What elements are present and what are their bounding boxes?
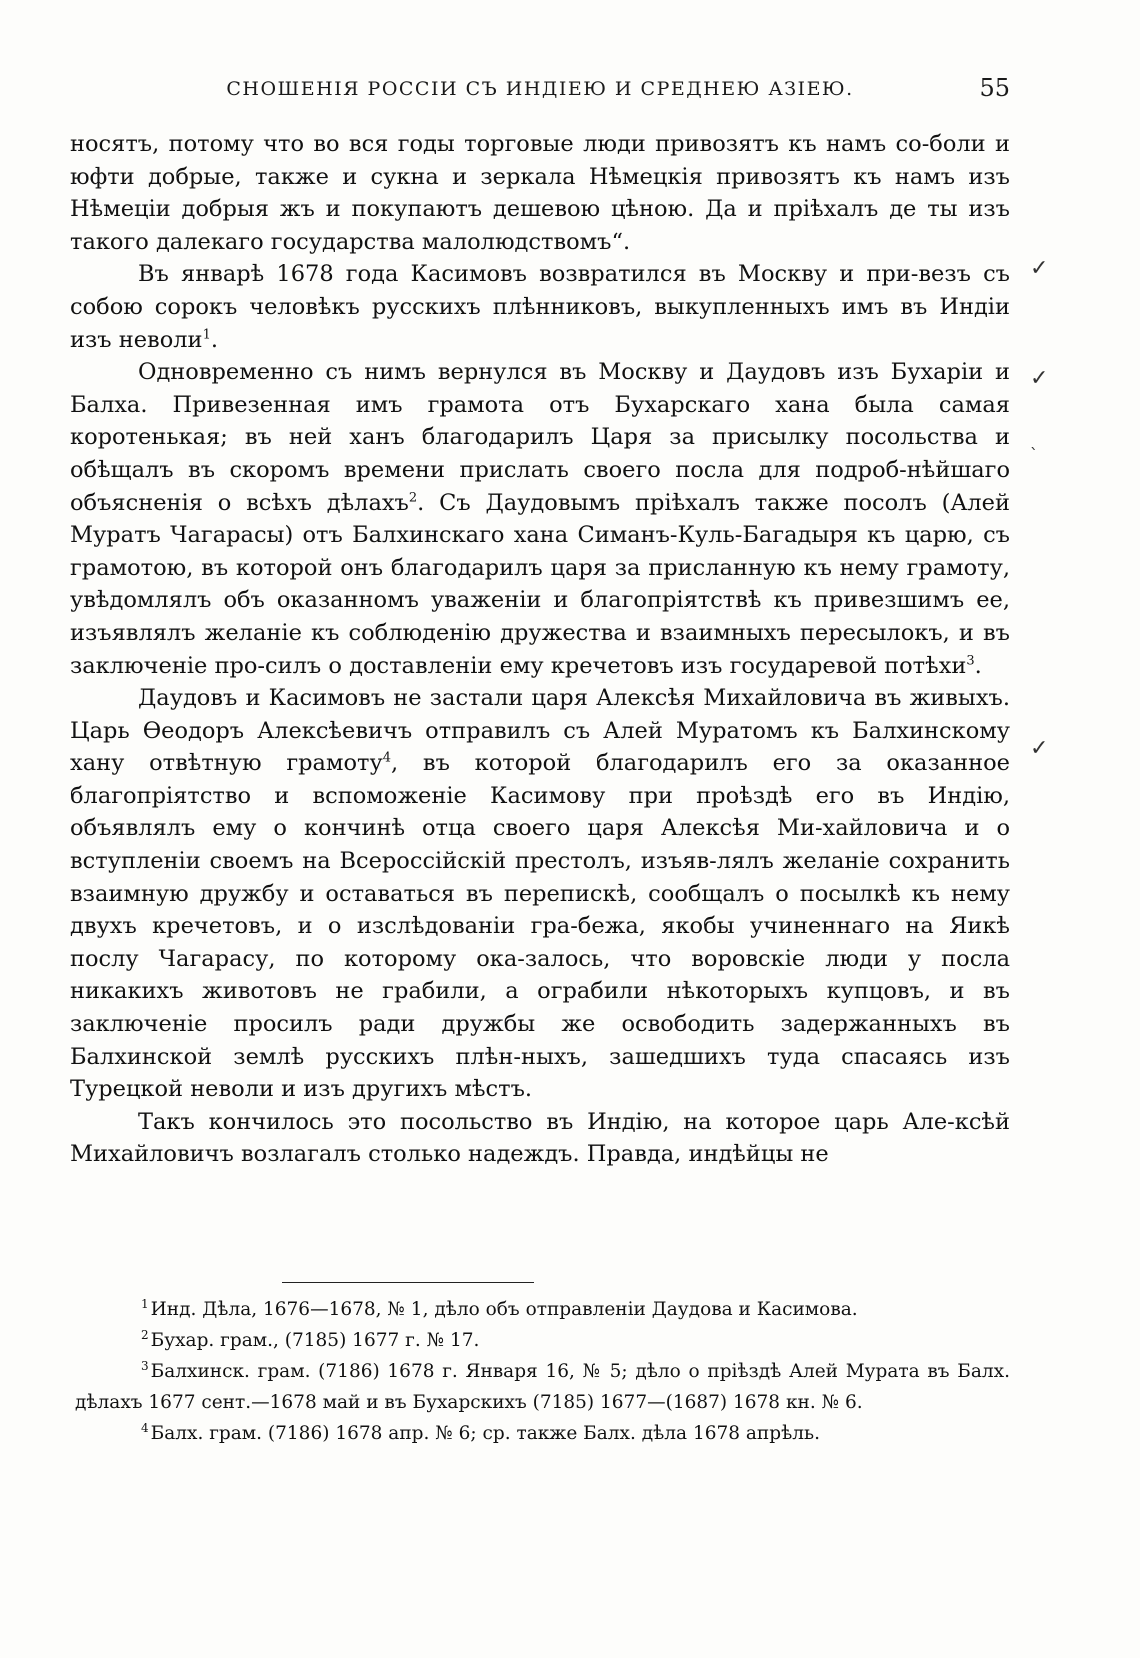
paragraph-3-continuation: Съ Даудовымъ пріѣхалъ также посолъ (Алей Муратъ Чагарасы) отъ Балхинскаго хана Симанъ-Куль-Багадыря къ царю, съ грамотою, въ которой онъ благодарилъ царя за присланную къ нему грамоту, увѣдомлялъ объ оказанномъ уваженіи и благопріятствѣ къ привезшимъ ее, изъявлялъ желаніе къ соблюденію дружества и взаимныхъ пересылокъ, и въ заключеніе про-силъ о доставленіи ему кречетовъ изъ государевой потѣхи	[70, 489, 1010, 679]
footnote-ref-2[interactable]: 2	[408, 490, 418, 506]
page-number: 55	[979, 74, 1010, 102]
footnote-divider	[282, 1282, 534, 1283]
footnote-text-2: Бухар. грам., (7185) 1677 г. № 17.	[150, 1330, 480, 1351]
footnote-mark-2: 2	[141, 1327, 149, 1342]
footnote-mark-4: 4	[141, 1420, 149, 1435]
paragraph-5	[70, 1106, 1010, 1171]
footnote-ref-3[interactable]: 3	[966, 653, 975, 668]
footnote-text-4: Балх. грам. (7186) 1678 апр. № 6; ср. также Балх. дѣла 1678 апрѣль.	[150, 1423, 820, 1444]
main-text	[70, 128, 1010, 1171]
paragraph-3: Одновременно съ нимъ вернулся въ Москву и Даудовъ изъ Бухаріи и Балха. Привезенная имъ грамота отъ Бухарскаго хана была самая коротенькая; въ ней ханъ благодарилъ Царя за присылку посольства и обѣщалъ въ скоромъ времени прислать своего посла для подроб-нѣйшаго объясненія о всѣхъ дѣлахъ$^2$. Съ Даудовымъ пріѣхалъ также посолъ (Алей Муратъ Чагарасы) отъ Балхинскаго хана Симанъ-Куль-Багадыря къ царю, съ грамотою, въ которой онъ благодарилъ царя за присланную къ нему грамоту, увѣдомлялъ объ оказанномъ уваженіи и благопріятствѣ къ привезшимъ ее, изъявлялъ желаніе къ соблюденію дружества и взаимныхъ пересылокъ, и въ заключеніе про-силъ о доставленіи ему кречетовъ изъ государевой потѣхи$^3$.	[70, 359, 1010, 679]
paragraph-2-text: Въ январѣ 1678 года Касимовъ возвратился въ Москву и при-везъ съ собою сорокъ человѣкъ русскихъ плѣнниковъ, выкупленныхъ имъ въ Индіи изъ неволи	[70, 261, 1010, 353]
paragraph-1-text: носятъ, потому что во вся годы торговые люди привозятъ къ намъ со-боли и юфти добрые, также и сукна и зеркала Нѣмецкія привозятъ къ намъ изъ Нѣмеціи добрыя жъ и покупаютъ дешевою цѣною. Да и пріѣхалъ де ты изъ такого далекаго государства малолюдствомъ“.	[70, 131, 1010, 255]
footnote-3	[75, 1356, 1010, 1418]
footnote-text-3: Балхинск. грам. (7186) 1678 г. Января 16, № 5; дѣло о пріѣздѣ Алей Мурата въ Балх. дѣлахъ 1677 сент.—1678 май и въ Бухарскихъ (7185) 1677—(1687) 1678 кн. № 6.	[75, 1361, 1010, 1413]
footnote-2	[75, 1325, 1010, 1356]
paragraph-2: Въ январѣ 1678 года Касимовъ возвратился въ Москву и при-везъ съ собою сорокъ человѣкъ русскихъ плѣнниковъ, выкупленныхъ имъ въ Индіи изъ неволи$^1$.	[70, 261, 1010, 353]
footnote-mark-1: 1	[141, 1296, 149, 1311]
footnote-mark-3: 3	[141, 1358, 149, 1373]
check-mark-icon: ✓	[1030, 366, 1049, 391]
page-header	[70, 74, 1010, 114]
check-mark-icon: ✓	[1030, 256, 1049, 281]
paragraph-4: Даудовъ и Касимовъ не застали царя Алексѣя Михайловича въ живыхъ. Царь Ѳеодоръ Алексѣевичъ отправилъ съ Алей Муратомъ къ Балхинскому хану отвѣтную грамоту$^4$, въ которой благодарилъ его за оказанное благопріятство и вспоможеніе Касимову при проѣздѣ его въ Индію, объявлялъ ему о кончинѣ отца своего царя Алексѣя Ми-хайловича и о вступленіи своемъ на Всероссійскій престолъ, изъяв-лялъ желаніе сохранить взаимную дружбу и оставаться въ перепискѣ, сообщалъ о посылкѣ къ нему двухъ кречетовъ, и о изслѣдованіи гра-бежа, якобы учиненнаго на Яикѣ послу Чагарасу, по которому ока-залось, что воровскіе люди у посла никакихъ животовъ не грабили, а ограбили нѣкоторыхъ купцовъ, и въ заключеніе просилъ ради дружбы же освободить задержанныхъ въ Балхинской землѣ русскихъ плѣн-ныхъ, зашедшихъ туда спасаясь изъ Турецкой неволи и изъ другихъ мѣстъ.	[70, 685, 1010, 1103]
paragraph-4-text: Даудовъ и Касимовъ не застали царя Алексѣя Михайловича въ живыхъ. Царь Ѳеодоръ Алексѣевичъ отправилъ съ Алей Муратомъ къ Балхинскому хану отвѣтную грамоту	[70, 685, 1010, 777]
running-title: СНОШЕНІЯ РОССІИ СЪ ИНДІЕЮ И СРЕДНЕЮ АЗІЕЮ.	[226, 78, 854, 100]
footnote-1	[75, 1294, 1010, 1325]
footnote-4	[75, 1418, 1010, 1449]
paragraph-3-text: Одновременно съ нимъ вернулся въ Москву и Даудовъ изъ Бухаріи и Балха. Привезенная имъ грамота отъ Бухарскаго хана была самая коротенькая; въ ней ханъ благодарилъ Царя за присылку посольства и обѣщалъ въ скоромъ времени прислать своего посла для подроб-нѣйшаго объясненія о всѣхъ дѣлахъ	[70, 359, 1010, 516]
paragraph-4-continuation: въ которой благодарилъ его за оказанное благопріятство и вспоможеніе Касимову при проѣздѣ его въ Индію, объявлялъ ему о кончинѣ отца своего царя Алексѣя Ми-хайловича и о вступленіи своемъ на Всероссійскій престолъ, изъяв-лялъ желаніе сохранить взаимную дружбу и оставаться въ перепискѣ, сообщалъ о посылкѣ къ нему двухъ кречетовъ, и о изслѣдованіи гра-бежа, якобы учиненнаго на Яикѣ послу Чагарасу, по которому ока-залось, что воровскіе люди у посла никакихъ животовъ не грабили, а ограбили нѣкоторыхъ купцовъ, и въ заключеніе просилъ ради дружбы же освободить задержанныхъ въ Балхинской землѣ русскихъ плѣн-ныхъ, зашедшихъ туда спасаясь изъ Турецкой неволи и изъ другихъ мѣстъ.	[70, 750, 1010, 1103]
footnote-ref-4[interactable]: 4	[382, 750, 391, 766]
paragraph-1	[70, 128, 1010, 258]
footnote-text-1: Инд. Дѣла, 1676—1678, № 1, дѣло объ отправленіи Даудова и Касимова.	[150, 1299, 858, 1320]
check-mark-icon: ✓	[1030, 736, 1049, 761]
tick-mark-icon: ˎ	[1030, 431, 1038, 450]
footnote-ref-1[interactable]: 1	[202, 327, 211, 343]
footnotes	[75, 1294, 1010, 1449]
paragraph-5-text: Такъ кончилось это посольство въ Индію, на которое царь Але-ксѣй Михайловичъ возлагалъ столько надеждъ. Правда, индѣйцы не	[70, 1108, 1010, 1168]
